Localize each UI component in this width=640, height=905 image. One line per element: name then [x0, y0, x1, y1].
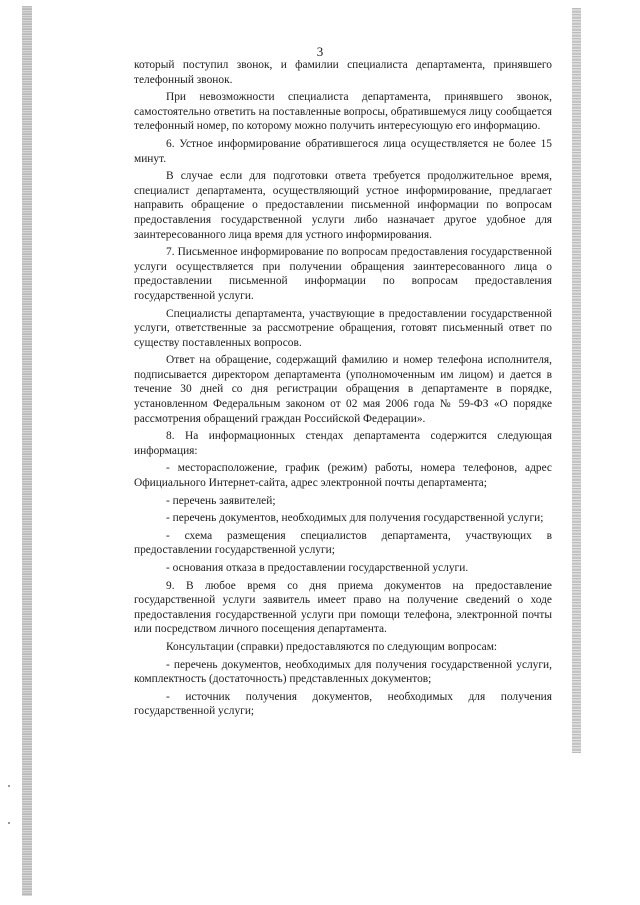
scan-speck	[8, 785, 10, 787]
paragraph: Консультации (справки) предоставляются по следующим вопросам:	[166, 640, 498, 653]
page-number: 3	[316, 44, 324, 59]
paragraph: При невозможности специалиста департамента, принявшего звонок, самостоятельно ответить на поставленные вопросы, обратившемуся лицу сообщается телефонный номер, по которому можно получить интересующую его информацию.	[134, 91, 552, 133]
paragraph: - источник получения документов, необходимых для получения государственной услуги;	[134, 690, 552, 718]
paragraph: 7. Письменное информирование по вопросам предоставления государственной услуги осуществляется при получении обращения заинтересованного лица о предоставлении письменной информации по вопросам предоставления государственной услуги.	[134, 246, 552, 302]
paragraph: - перечень документов, необходимых для получения государственной услуги;	[166, 512, 544, 525]
paragraph: Ответ на обращение, содержащий фамилию и номер телефона исполнителя, подписывается директором департамента (уполномоченным им лицом) и дается в течение 30 дней со дня регистрации обращения в департаменте в порядке, установленном Федеральным законом от 02 мая 2006 года № 59-ФЗ «О порядке рассмотрения обращений граждан Российской Федерации».	[134, 354, 552, 425]
paragraph: - схема размещения специалистов департамента, участвующих в предоставлении государственной услуги;	[134, 529, 552, 557]
scan-edge-right	[572, 8, 581, 753]
paragraph: который поступил звонок, и фамилии специалиста департамента, принявшего телефонный звонок.	[134, 59, 552, 86]
paragraph: - перечень документов, необходимых для получения государственной услуги, комплектность (достаточность) представленных документов;	[134, 658, 552, 686]
paragraph: - основания отказа в предоставлении государственной услуги.	[166, 562, 469, 574]
paragraph: - месторасположение, график (режим) работы, номера телефонов, адрес Официального Интернет-сайта, адрес электронной почты департамента;	[134, 462, 552, 490]
paragraph: 6. Устное информирование обратившегося лица осуществляется не более 15 минут.	[134, 137, 552, 165]
paragraph: Специалисты департамента, участвующие в предоставлении государственной услуги, ответственные за рассмотрение обращения, готовят письменный ответ по существу поставленных вопросов.	[134, 307, 552, 349]
paragraph: 8. На информационных стендах департамента содержится следующая информация:	[134, 430, 552, 457]
paragraph: 9. В любое время со дня приема документов на предоставление государственной услуги заявитель имеет право на получение сведений о ходе предоставления государственной услуги при помощи телефона, электронной почты или посредством личного посещения департамента.	[134, 579, 552, 636]
scan-speck	[8, 822, 10, 824]
paragraph: В случае если для подготовки ответа требуется продолжительное время, специалист департамента, осуществляющий устное информирование, предлагает направить обращение о предоставлении письменной информации по вопросам предоставления государственной услуги либо назначает другое удобное для заинтересованного лица время для устного информирования.	[134, 170, 552, 241]
scan-edge-left	[22, 6, 32, 896]
document-body	[134, 58, 552, 722]
paragraph: - перечень заявителей;	[166, 494, 276, 507]
